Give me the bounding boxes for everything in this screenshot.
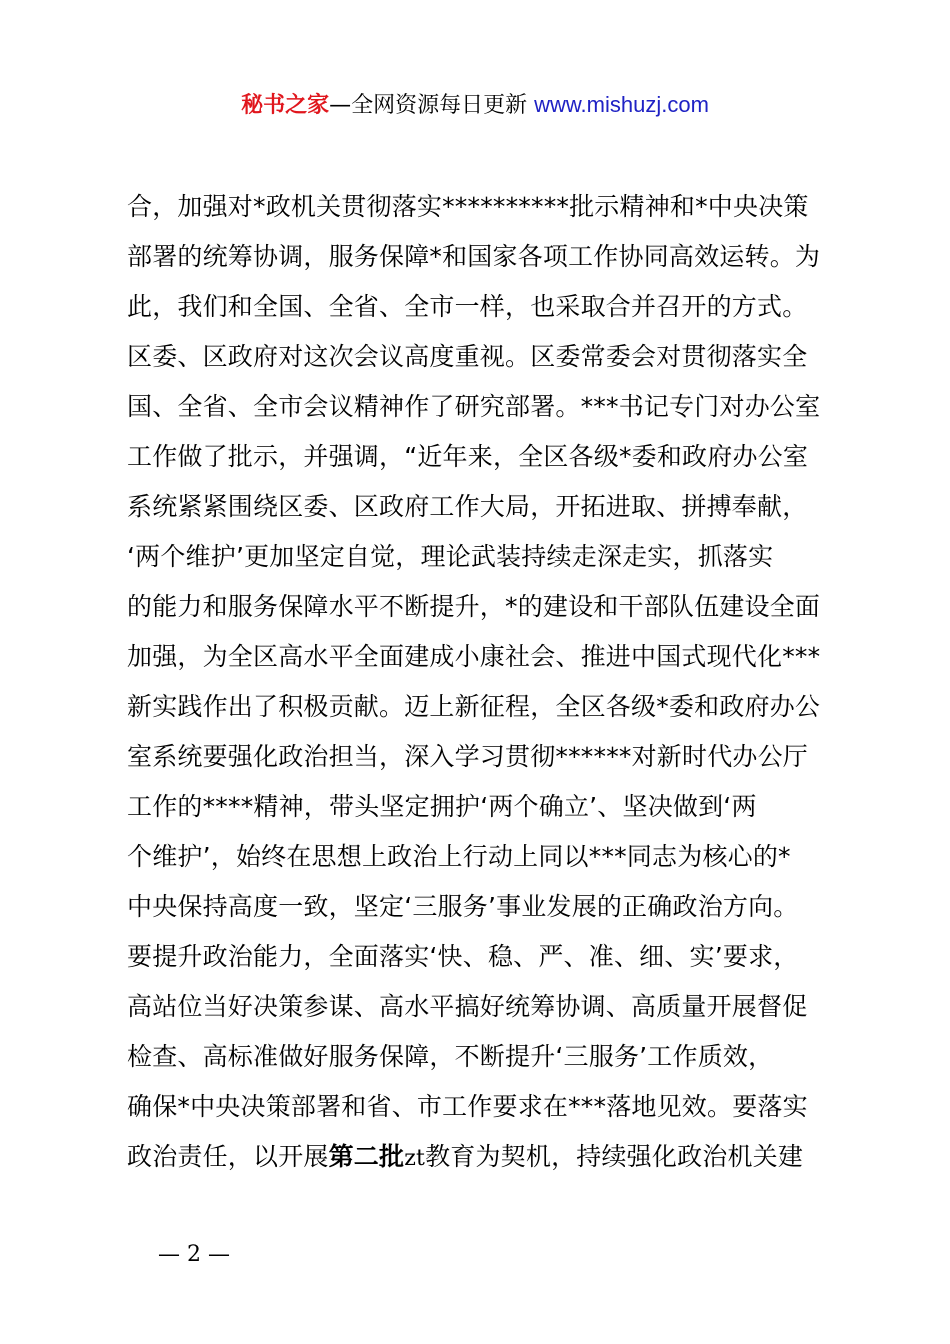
body-line: 室系统要强化政治担当，深入学习贯彻******对新时代办公厅 — [127, 742, 809, 771]
site-url[interactable]: www.mishuzj.com — [534, 92, 709, 117]
brand-name: 秘书之家 — [241, 93, 330, 118]
latin-abbrev: zt — [404, 1146, 426, 1171]
body-line: 系统紧紧围绕区委、区政府工作大局，开拓进取、拼搏奉献， — [127, 492, 808, 521]
body-line: 检查、高标准做好服务保障，不断提升‘三服务’工作质效， — [127, 1042, 774, 1071]
last-line-start: 政治责任，以开展 — [127, 1142, 329, 1171]
last-line-end: 教育为契机，持续强化政治机关建 — [425, 1142, 804, 1171]
body-line: 新实践作出了积极贡献。迈上新征程，全区各级*委和政府办公 — [127, 692, 821, 721]
bold-emphasis: 第二批 — [328, 1142, 405, 1171]
body-line: 部署的统筹协调，服务保障*和国家各项工作协同高效运转。为 — [127, 242, 821, 271]
body-line: 要提升政治能力，全面落实‘快、稳、严、准、细、实’要求， — [127, 942, 799, 971]
page-number: — 2 — — [158, 1242, 230, 1267]
header-tagline: —全网资源每日更新 — [329, 93, 535, 118]
body-line: 个维护’，始终在思想上政治上行动上同以***同志为核心的* — [127, 842, 791, 871]
site-header — [0, 88, 950, 123]
body-line: 此，我们和全国、全省、全市一样，也采取合并召开的方式。 — [127, 292, 808, 321]
body-line: 的能力和服务保障水平不断提升，*的建设和干部队伍建设全面 — [127, 592, 821, 621]
body-line: ‘两个维护’更加坚定自觉，理论武装持续走深走实，抓落实 — [127, 542, 774, 571]
document-body — [127, 182, 857, 1182]
body-line: 高站位当好决策参谋、高水平搞好统筹协调、高质量开展督促 — [127, 992, 808, 1021]
body-line: 区委、区政府对这次会议高度重视。区委常委会对贯彻落实全 — [127, 342, 808, 371]
body-line-last — [127, 1132, 857, 1182]
body-line: 加强，为全区高水平全面建成小康社会、推进中国式现代化*** — [127, 642, 821, 671]
body-line: 国、全省、全市会议精神作了研究部署。***书记专门对办公室 — [127, 392, 821, 421]
body-line: 确保*中央决策部署和省、市工作要求在***落地见效。要落实 — [127, 1092, 808, 1121]
body-line: 合，加强对*政机关贯彻落实**********批示精神和*中央决策 — [127, 192, 809, 221]
body-line: 中央保持高度一致，坚定‘三服务’事业发展的正确政治方向。 — [127, 892, 799, 921]
body-line: 工作做了批示，并强调，“近年来，全区各级*委和政府办公室 — [127, 442, 809, 471]
body-line: 工作的****精神，带头坚定拥护‘两个确立’、坚决做到‘两 — [127, 792, 757, 821]
